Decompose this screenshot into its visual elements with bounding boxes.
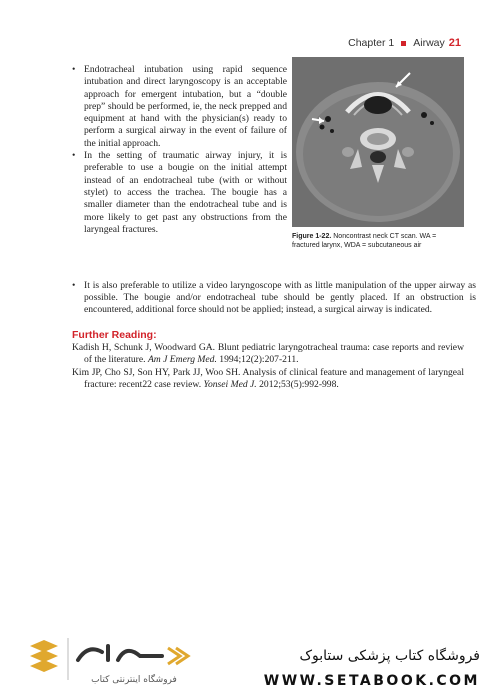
reference-tail: 2012;53(5):992-998. <box>259 378 339 390</box>
reference-tail: 1994;12(2):207-211. <box>219 354 299 366</box>
page-number: 21 <box>448 37 461 49</box>
figure-caption-text: Noncontrast neck CT scan. WA = fractured larynx, WDA = subcutaneous air <box>292 233 437 249</box>
reference-item <box>72 367 464 392</box>
reference-list <box>72 342 464 391</box>
bullet-item <box>72 150 287 236</box>
reference-text: Kim JP, Cho SJ, Son HY, Park JJ, Woo SH. Analysis of clinical feature and management of laryngeal fracture: recent22 case review. <box>72 366 464 390</box>
figure-caption <box>292 232 464 250</box>
bullet-text: In the setting of traumatic airway injury, it is preferable to use a bougie on the initial attempt instead of an endotracheal tube (with or without stylet) to access the trachea. The bougie has a smaller diameter than the endotracheal tube and is more likely to get past any obstructions from the laryngeal fractures. <box>84 150 287 235</box>
running-header <box>348 37 461 49</box>
further-reading-title: Further Reading: <box>72 329 157 341</box>
bullet-text: It is also preferable to utilize a video laryngoscope with as little manipulation of the upper airway as possible. The bougie and/or endotracheal tube should be gently placed. If an obstruction is encountered, additional force should not be applied; instead, a surgical airway is indicated. <box>84 279 476 316</box>
shop-name: فروشگاه کتاب پزشکی ستابوک <box>299 648 480 664</box>
footer-banner <box>0 620 500 700</box>
reference-journal: Am J Emerg Med. <box>147 354 217 366</box>
reference-journal: Yonsei Med J. <box>203 378 257 390</box>
logo-text: فروشگاه اینترنتی کتاب <box>91 675 177 685</box>
shop-url[interactable]: WWW.SETABOOK.COM <box>263 673 480 689</box>
section-label: Airway <box>413 37 445 49</box>
figure-label: Figure 1-22. <box>292 233 332 240</box>
ct-scan-drawing <box>292 57 464 227</box>
bullet-item <box>72 64 287 150</box>
reference-item <box>72 342 464 367</box>
chapter-label: Chapter 1 <box>348 37 395 49</box>
figure <box>292 57 464 250</box>
reference-text: Kadish H, Schunk J, Woodward GA. Blunt pediatric laryngotracheal trauma: case reports and review of the literature. <box>72 342 464 366</box>
ct-scan-image <box>292 57 464 227</box>
bullet-dot-icon: • <box>72 279 76 291</box>
bullet-dot-icon: • <box>72 64 76 75</box>
bullet-dot-icon: • <box>72 150 76 162</box>
square-bullet-icon <box>401 41 406 46</box>
bullet-list <box>72 64 287 236</box>
bullet-item <box>72 280 476 317</box>
bullet-text: Endotracheal intubation using rapid sequence intubation and direct laryngoscopy is an acceptable approach for emergent intubation, but a “double prep” should be performed, ie, the neck prepped and equipment at hand with the physician(s) ready to perform a surgical airway in the event of failure of the initial approach. <box>84 64 287 149</box>
setabook-logo <box>22 630 202 692</box>
